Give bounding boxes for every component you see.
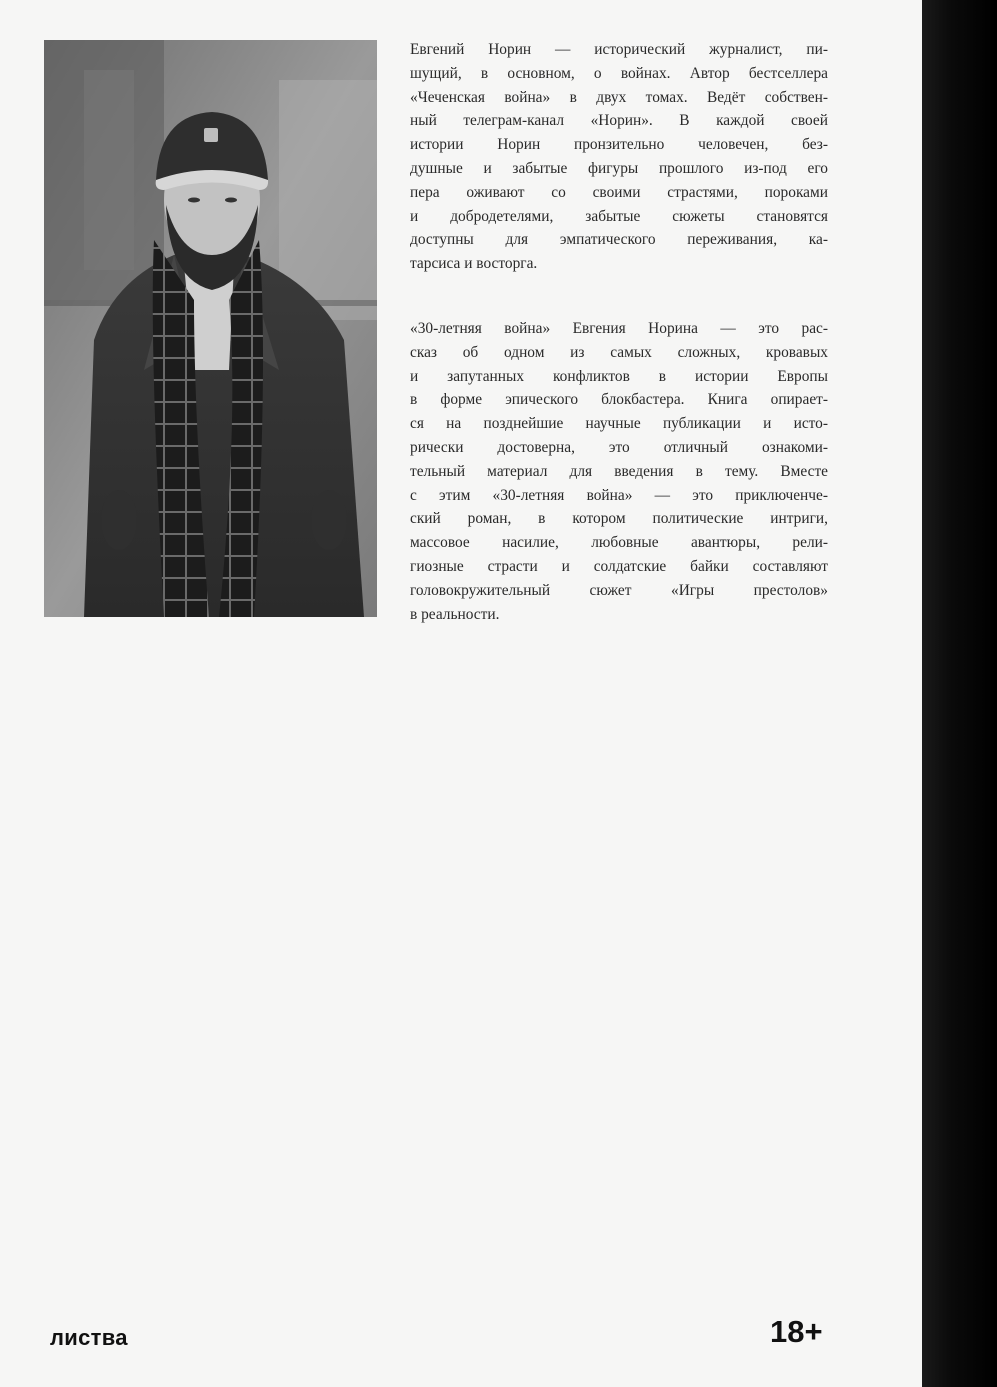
description-line: в реальности. [410, 605, 500, 623]
publisher-logo: листва [50, 1325, 128, 1350]
description-line: «30-летняя война» Евгения Норина — это рас- [410, 320, 828, 337]
bio-line: истории Норин пронзительно человечен, без- [410, 136, 828, 154]
description-line: массовое насилие, любовные авантюры, рели- [410, 534, 828, 552]
description-line: головокружительный сюжет «Игры престолов» [410, 581, 828, 599]
description-line: тельный материал для введения в тему. Вместе [410, 462, 828, 480]
bio-line: «Чеченская война» в двух томах. Ведёт собствен- [410, 88, 828, 106]
bio-line: Евгений Норин — исторический журналист, пи- [410, 41, 828, 58]
description-line: с этим «30-летняя война» — это приключенче- [410, 486, 828, 504]
author-portrait-image [44, 40, 377, 617]
bio-line: шущий, в основном, о войнах. Автор бестселлера [410, 64, 828, 82]
bio-line: и добродетелями, забытые сюжеты становятся [410, 207, 828, 225]
bio-line: доступны для эмпатического переживания, ка- [410, 231, 828, 249]
description-line: и запутанных конфликтов в истории Европы [410, 367, 828, 385]
description-line: сказ об одном из самых сложных, кровавых [410, 343, 828, 361]
bio-line: тарсиса и восторга. [410, 255, 538, 273]
age-rating-badge: 18+ [770, 1314, 823, 1349]
description-line: в форме эпического блокбастера. Книга опирает- [410, 391, 828, 409]
description-line: ский роман, в котором политические интриги, [410, 510, 828, 528]
description-line: ся на позднейшие научные публикации и исто- [410, 415, 828, 433]
bio-line: пера оживают со своими страстями, пороками [410, 183, 828, 201]
author-photo [44, 40, 377, 617]
description-line: рически достоверна, это отличный ознакоми- [410, 438, 828, 456]
description-line: гиозные страсти и солдатские байки составляют [410, 557, 828, 575]
book-spine [922, 0, 997, 1387]
author-bio-paragraph [410, 38, 828, 276]
bio-line: душные и забытые фигуры прошлого из-под его [410, 159, 828, 177]
bio-line: ный телеграм-канал «Норин». В каждой своей [410, 112, 828, 130]
book-description-paragraph [410, 317, 828, 626]
